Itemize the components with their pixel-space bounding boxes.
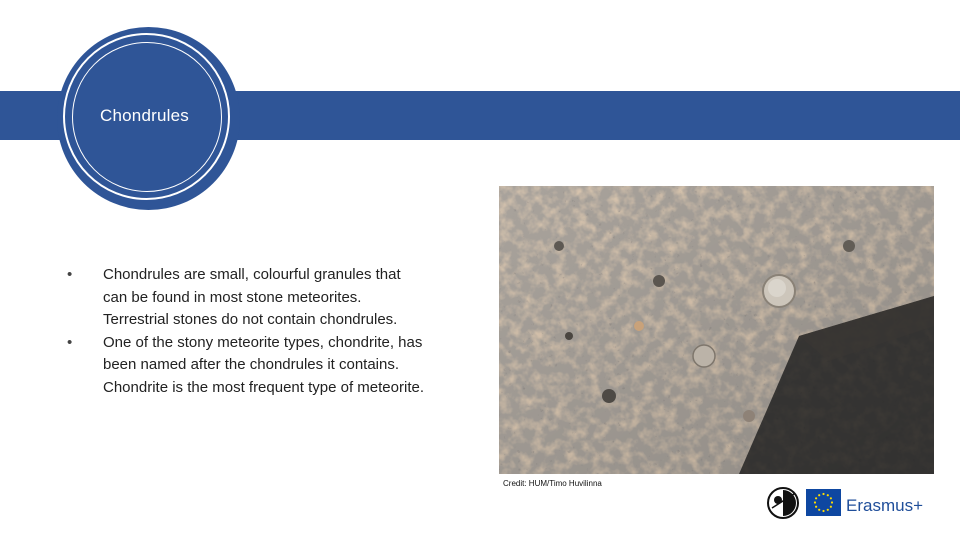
eu-flag-icon: [806, 489, 841, 516]
bullet-text: Chondrules are small, colourful granules that can be found in most stone meteorites. Terrestrial stones do not contain chondrules.: [103, 266, 401, 328]
school-logo-icon: [766, 486, 800, 520]
bullet-dot-icon: •: [67, 266, 73, 283]
bullet-text: One of the stony meteorite types, chondrite, has been named after the chondrules it contains. Chondrite is the most frequent type of meteorite.: [103, 333, 424, 396]
slide-title: Chondrules: [100, 106, 189, 125]
bullet-list: [68, 264, 428, 399]
bullet-item: [68, 332, 428, 400]
erasmus-plus-logo: Erasmus+: [846, 496, 923, 515]
photo-credit: Credit: HUM/Timo Huvilinna: [503, 479, 602, 488]
bullet-dot-icon: •: [67, 333, 73, 351]
bullet-item: [68, 264, 428, 332]
meteorite-photo: [499, 186, 934, 474]
